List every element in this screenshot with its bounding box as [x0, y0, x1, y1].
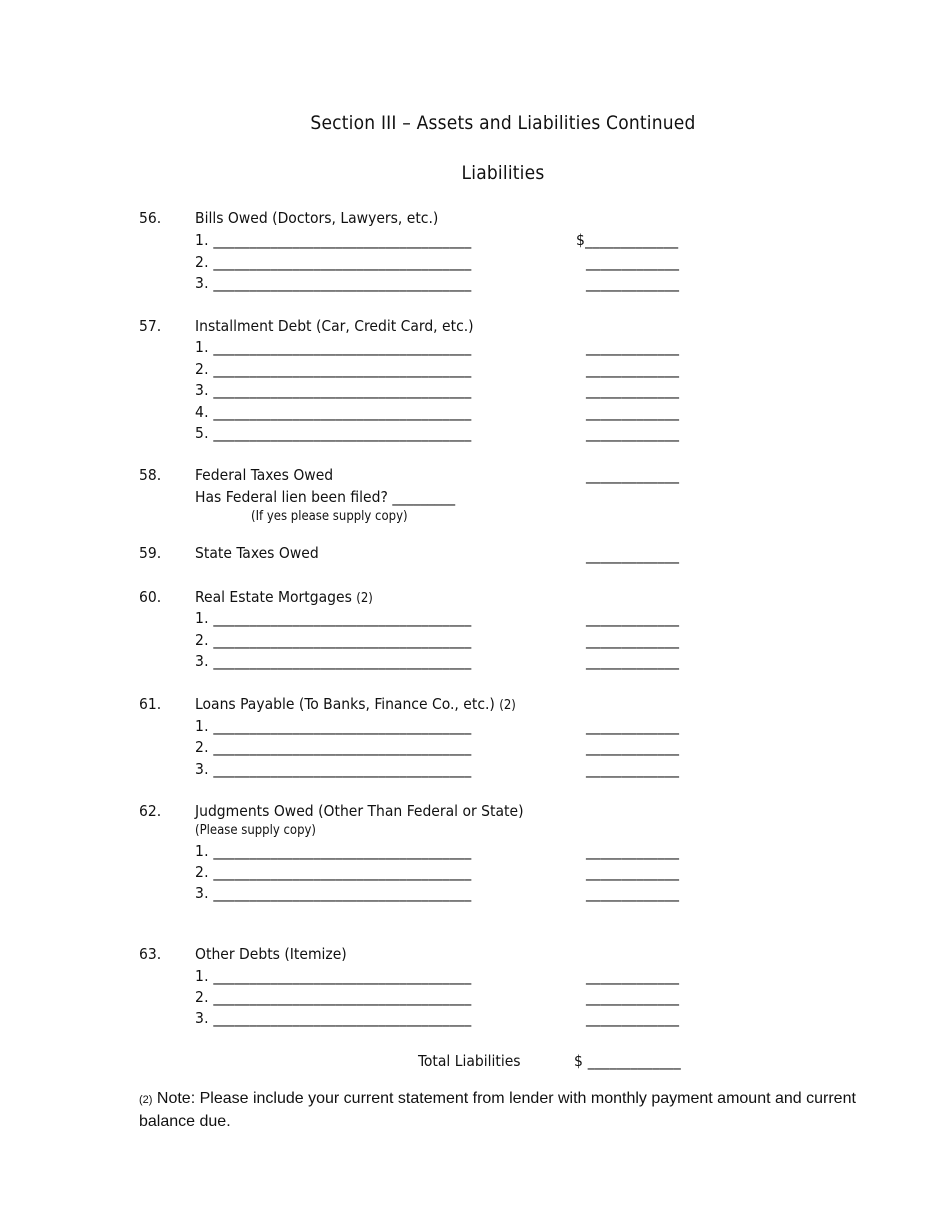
row-number: 1.	[195, 717, 209, 735]
description-blank: ____________________________________	[213, 403, 472, 421]
description-blank: ____________________________________	[213, 884, 472, 902]
federal-lien-note: (If yes please supply copy)	[251, 509, 408, 524]
item-57-amount-3[interactable]: _____________	[586, 381, 680, 399]
item-60-line-1[interactable]	[195, 609, 471, 627]
item-59-label: State Taxes Owed	[195, 544, 319, 562]
description-blank: ____________________________________	[213, 738, 472, 756]
item-63-line-1[interactable]	[195, 967, 471, 985]
item-62-amount-2[interactable]: _____________	[586, 863, 680, 881]
item-60-amount-2[interactable]: _____________	[586, 631, 680, 649]
description-blank: ____________________________________	[213, 381, 472, 399]
item-60-line-3[interactable]	[195, 652, 471, 670]
item-62-note: (Please supply copy)	[195, 823, 316, 838]
item-57-line-5[interactable]	[195, 424, 471, 442]
footnote-marker: (2)	[139, 1094, 153, 1106]
section-title: Section III – Assets and Liabilities Continued	[310, 112, 696, 134]
item-62-line-3[interactable]	[195, 884, 471, 902]
federal-lien-question[interactable]: Has Federal lien been filed? _________	[195, 488, 456, 506]
item-59-number: 59.	[139, 544, 162, 562]
item-57-amount-1[interactable]: _____________	[586, 338, 680, 356]
item-63-line-2[interactable]	[195, 988, 471, 1006]
item-61-line-3[interactable]	[195, 760, 471, 778]
item-61-label	[195, 695, 516, 713]
row-number: 2.	[195, 988, 209, 1006]
item-60-number: 60.	[139, 588, 162, 606]
item-56-label: Bills Owed (Doctors, Lawyers, etc.)	[195, 209, 439, 227]
item-57-amount-4[interactable]: _____________	[586, 403, 680, 421]
item-57-label: Installment Debt (Car, Credit Card, etc.)	[195, 317, 474, 335]
row-number: 2.	[195, 360, 209, 378]
footnote-ref: (2)	[499, 698, 516, 713]
item-60-line-2[interactable]	[195, 631, 471, 649]
description-blank: ____________________________________	[213, 1009, 472, 1027]
item-62-label: Judgments Owed (Other Than Federal or State)	[195, 802, 524, 820]
description-blank: ____________________________________	[213, 360, 472, 378]
item-57-amount-2[interactable]: _____________	[586, 360, 680, 378]
item-60-label	[195, 588, 373, 606]
description-blank: ____________________________________	[213, 863, 472, 881]
item-57-line-3[interactable]	[195, 381, 471, 399]
item-56-line-1[interactable]	[195, 231, 471, 249]
row-number: 1.	[195, 609, 209, 627]
row-number: 3.	[195, 884, 209, 902]
description-blank: ____________________________________	[213, 253, 472, 271]
item-57-line-2[interactable]	[195, 360, 471, 378]
item-63-amount-2[interactable]: _____________	[586, 988, 680, 1006]
item-60-amount-3[interactable]: _____________	[586, 652, 680, 670]
description-blank: ____________________________________	[213, 760, 472, 778]
label-text: Real Estate Mortgages	[195, 588, 352, 606]
row-number: 3.	[195, 760, 209, 778]
item-57-number: 57.	[139, 317, 162, 335]
row-number: 1.	[195, 967, 209, 985]
description-blank: ____________________________________	[213, 274, 472, 292]
total-liabilities-amount[interactable]: $ _____________	[574, 1052, 681, 1070]
description-blank: ____________________________________	[213, 231, 472, 249]
description-blank: ____________________________________	[213, 842, 472, 860]
description-blank: ____________________________________	[213, 424, 472, 442]
description-blank: ____________________________________	[213, 717, 472, 735]
row-number: 5.	[195, 424, 209, 442]
label-text: Loans Payable (To Banks, Finance Co., etc.)	[195, 695, 495, 713]
liabilities-heading: Liabilities	[461, 162, 545, 184]
row-number: 3.	[195, 381, 209, 399]
item-56-amount-1[interactable]: $_____________	[576, 231, 679, 249]
item-56-number: 56.	[139, 209, 162, 227]
item-59-amount[interactable]: _____________	[586, 546, 680, 564]
item-62-number: 62.	[139, 802, 162, 820]
description-blank: ____________________________________	[213, 652, 472, 670]
item-57-line-4[interactable]	[195, 403, 471, 421]
item-63-label: Other Debts (Itemize)	[195, 945, 347, 963]
item-56-line-2[interactable]	[195, 253, 471, 271]
row-number: 2.	[195, 738, 209, 756]
row-number: 2.	[195, 863, 209, 881]
item-61-amount-1[interactable]: _____________	[586, 717, 680, 735]
description-blank: ____________________________________	[213, 967, 472, 985]
row-number: 3.	[195, 652, 209, 670]
description-blank: ____________________________________	[213, 338, 472, 356]
item-63-amount-1[interactable]: _____________	[586, 967, 680, 985]
description-blank: ____________________________________	[213, 609, 472, 627]
row-number: 2.	[195, 631, 209, 649]
item-62-amount-3[interactable]: _____________	[586, 884, 680, 902]
footnote-ref: (2)	[356, 591, 373, 606]
row-number: 3.	[195, 274, 209, 292]
item-61-amount-3[interactable]: _____________	[586, 760, 680, 778]
item-63-line-3[interactable]	[195, 1009, 471, 1027]
item-62-amount-1[interactable]: _____________	[586, 842, 680, 860]
total-liabilities-label: Total Liabilities	[418, 1052, 521, 1070]
item-63-number: 63.	[139, 945, 162, 963]
item-61-line-1[interactable]	[195, 717, 471, 735]
item-58-number: 58.	[139, 466, 162, 484]
item-61-number: 61.	[139, 695, 162, 713]
row-number: 1.	[195, 231, 209, 249]
item-57-line-1[interactable]	[195, 338, 471, 356]
row-number: 4.	[195, 403, 209, 421]
item-58-label: Federal Taxes Owed	[195, 466, 334, 484]
row-number: 1.	[195, 842, 209, 860]
description-blank: ____________________________________	[213, 631, 472, 649]
row-number: 1.	[195, 338, 209, 356]
item-57-amount-5[interactable]: _____________	[586, 424, 680, 442]
footnote	[139, 1088, 859, 1132]
item-56-amount-3[interactable]: _____________	[586, 274, 680, 292]
description-blank: ____________________________________	[213, 988, 472, 1006]
item-62-line-2[interactable]	[195, 863, 471, 881]
item-62-line-1[interactable]	[195, 842, 471, 860]
item-58-amount[interactable]: _____________	[586, 466, 680, 484]
item-61-line-2[interactable]	[195, 738, 471, 756]
row-number: 3.	[195, 1009, 209, 1027]
footnote-text: Note: Please include your current statement from lender with monthly payment amount and current balance due.	[139, 1090, 856, 1130]
row-number: 2.	[195, 253, 209, 271]
item-56-amount-2[interactable]: _____________	[586, 253, 680, 271]
item-56-line-3[interactable]	[195, 274, 471, 292]
item-61-amount-2[interactable]: _____________	[586, 738, 680, 756]
item-63-amount-3[interactable]: _____________	[586, 1009, 680, 1027]
item-60-amount-1[interactable]: _____________	[586, 609, 680, 627]
